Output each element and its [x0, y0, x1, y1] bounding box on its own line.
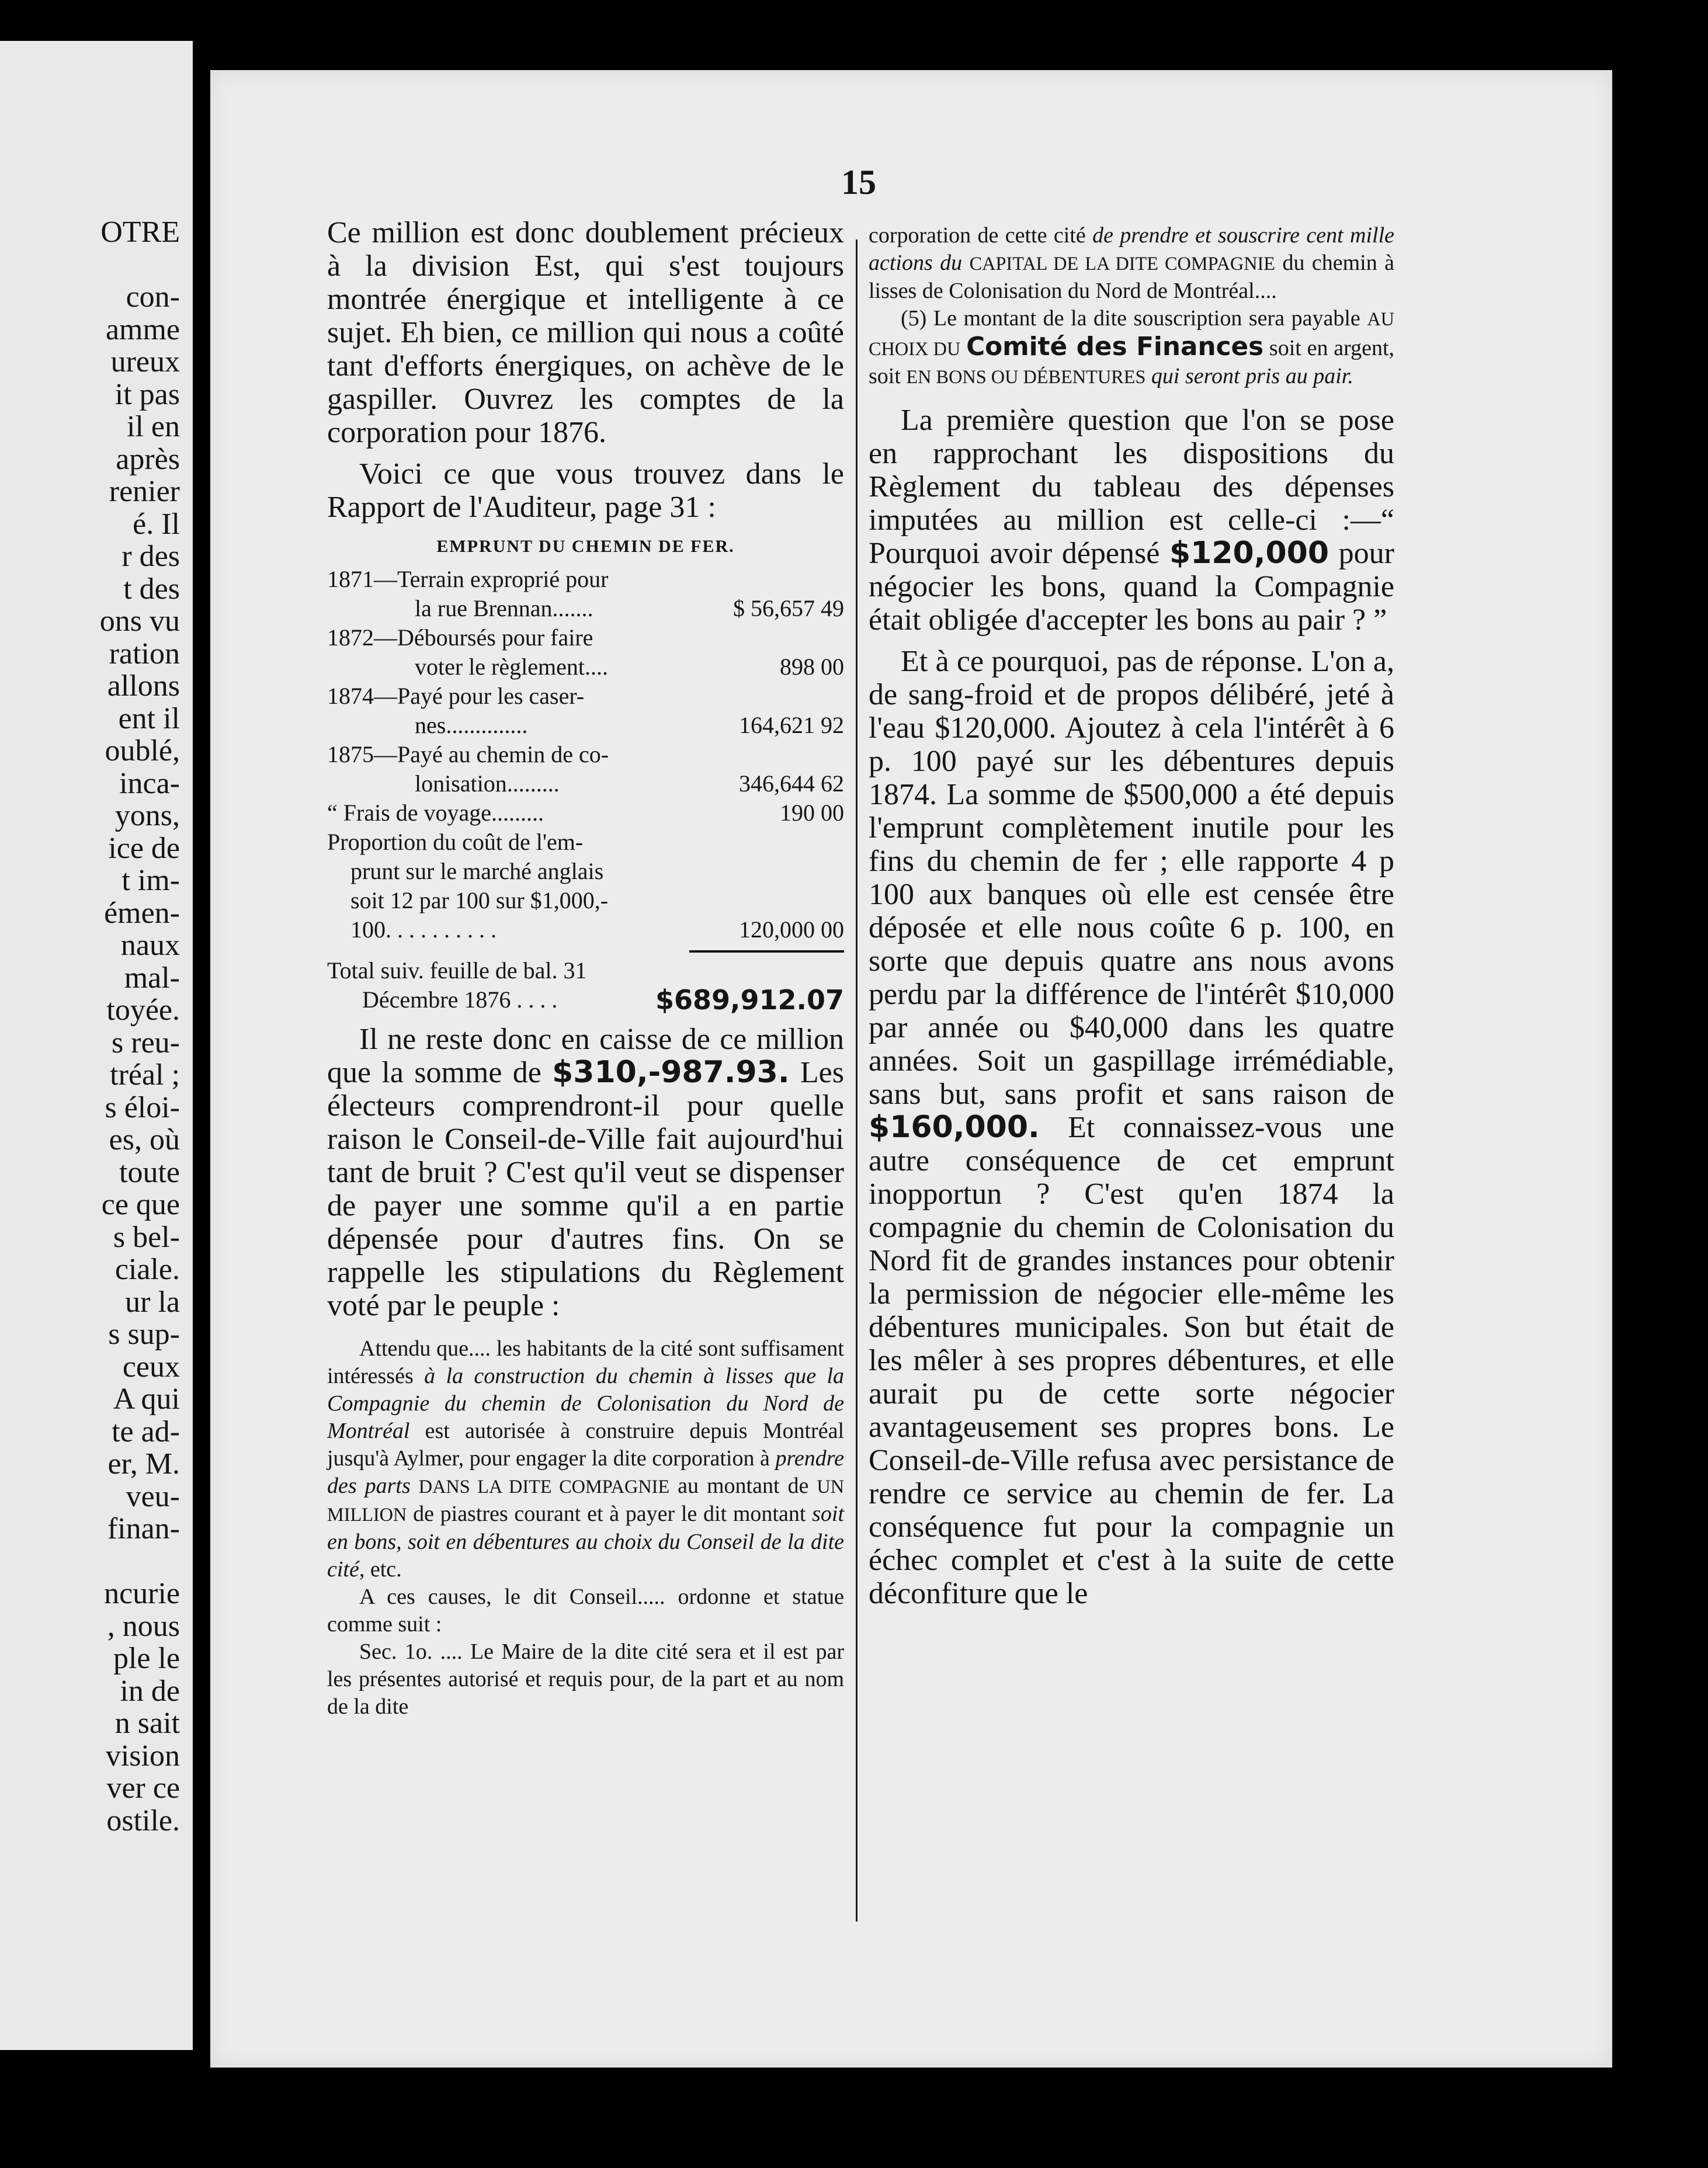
quote-section-1: Sec. 1o. .... Le Maire de la dite cité sera et il est par les présentes autorisé et requis pour, de la part et au nom de la dite	[327, 1639, 844, 1719]
left-fragment-line: ice de	[108, 831, 180, 865]
left-fragment-line: finan-	[107, 1512, 180, 1545]
left-fragment-line: toyée.	[106, 993, 180, 1027]
left-fragment-line: ple le	[113, 1642, 180, 1675]
ledger-row-proportion-1: Proportion du coût de l'em-	[327, 829, 584, 855]
left-fragment-line: mal-	[124, 961, 180, 995]
ledger-row: 1874—Payé pour les caser-	[327, 683, 585, 709]
left-fragment-line: é. Il	[133, 507, 180, 541]
left-fragment-line: ciale.	[114, 1253, 180, 1286]
bold-committee-name: Comité des Finances	[966, 332, 1264, 362]
quote-ordonne: A ces causes, le dit Conseil..... ordonne et statue comme suit :	[327, 1585, 844, 1637]
ledger-row-proportion-4: 100. . . . . . . . . . 120,000 00	[327, 915, 844, 944]
left-fragment-line: er, M.	[107, 1447, 180, 1481]
left-fragment-line	[5, 1545, 180, 1578]
left-fragment-line: ent il	[118, 701, 180, 735]
left-fragment-line: s reu-	[112, 1026, 180, 1059]
left-fragment-line: r des	[121, 540, 180, 573]
paragraph-4: La première question que l'on se pose en rapprochant les dispositions du Règlement du tableau des dépenses imputées au million est celle-ci :—“ Pourquoi avoir dépensé $120,000 pour négocier les bons, quand la Compagnie était obligée d'accepter les bons au pair ? ”	[869, 404, 1394, 637]
ledger-amount: 346,644 62	[739, 770, 844, 797]
left-fragment-line: OTRE	[100, 216, 180, 249]
ledger-total-label-1: Total suiv. feuille de bal. 31	[327, 957, 587, 984]
ledger-table	[327, 565, 844, 1014]
quote-attendu: Attendu que.... les habitants de la cité sont suffisament intéressés à la construction du chemin à lisses que la Compagnie du chemin de Colonisation du Nord de Montréal est autorisée à construire depuis Montréal jusqu'à Aylmer, pour engager la dite corporation à prendre des parts DANS LA DITE COMPAGNIE au montant de UN MILLION de piastres courant et à payer le dit montant soit en bons, soit en débentures au choix du Conseil de la dite cité, etc.	[327, 1336, 845, 1582]
left-page-fragment	[0, 41, 193, 2050]
left-fragment-line: naux	[120, 929, 180, 962]
quote-continuation: corporation de cette cité de prendre et souscrire cent mille actions du CAPITAL DE LA DITE COMPAGNIE du chemin à lisses de Colonisation du Nord de Montréal....	[869, 223, 1395, 303]
left-column	[327, 216, 844, 1721]
left-fragment-line: it pas	[114, 377, 180, 411]
ledger-row: nes.............. 164,621 92	[327, 711, 844, 740]
ledger-row: 1872—Déboursés pour faire	[327, 624, 593, 651]
column-divider	[856, 239, 858, 1922]
left-fragment-line: A qui	[113, 1382, 180, 1416]
left-fragment-line: , nous	[107, 1609, 180, 1643]
money-amount: $160,000.	[869, 1110, 1040, 1145]
left-fragment-line: ceux	[122, 1350, 180, 1384]
ledger-amount: 164,621 92	[739, 712, 844, 738]
paragraph-5: Et à ce pourquoi, pas de réponse. L'on a, de sang-froid et de propos délibéré, jeté à l'eau $120,000. Ajoutez à cela l'intérêt à 6 p. 100 payé sur les débentures depuis 1874. La somme de $500,000 a été depuis l'emprunt complètement inutile pour les fins du chemin de fer ; elle rapporte 4 p 100 aux banques où elle est censée être déposée et elle nous coûte 6 p. 100, en sorte que depuis quatre ans nous avons perdu par la différence de l'intérêt $10,000 par année ou $40,000 dans les quatre années. Soit un gaspillage irrémédiable, sans but, sans profit et sans raison de $160,000. Et connaissez-vous une autre conséquence de cet emprunt inopportun ? C'est qu'en 1874 la compagnie du chemin de Colonisation du Nord fit de grandes instances pour obtenir la permission de négocier elle-même les débentures municipales. Son but était de les mêler à ses propres débentures, et elle aurait pu de cette sorte négocier avantageusement ses propres bons. Le Conseil-de-Ville refusa avec persistance de rendre ce service au chemin de fer. La conséquence fut pour la compagnie un échec complet et c'est à la suite de cette déconfiture que le	[869, 645, 1394, 1610]
ledger-amount: $ 56,657 49	[733, 595, 844, 621]
left-fragment-line: s éloi-	[105, 1090, 180, 1124]
left-fragment-line: allons	[107, 669, 180, 703]
quote-section-5: (5) Le montant de la dite souscription sera payable AU CHOIX DU Comité des Finances soit en argent, soit EN BONS OU DÉBENTURES qui seront pris au pair.	[869, 306, 1395, 388]
ledger-row: lonisation......... 346,644 62	[327, 769, 844, 798]
left-page-text	[5, 216, 180, 1837]
left-fragment-line: te ad-	[112, 1415, 180, 1448]
ledger-total-value: $689,912.07	[655, 984, 844, 1016]
ledger-row: 1871—Terrain exproprié pour	[327, 566, 609, 592]
left-fragment-line: émen-	[104, 896, 180, 930]
left-fragment-line: ureux	[110, 345, 180, 378]
left-fragment-line: n sait	[114, 1707, 180, 1740]
ledger-heading: EMPRUNT DU CHEMIN DE FER.	[436, 537, 735, 556]
ledger-row: 1875—Payé au chemin de co-	[327, 741, 609, 767]
money-amount: $310,-987.93.	[552, 1055, 790, 1090]
left-fragment-line: yons,	[114, 799, 180, 832]
left-fragment-line: oublé,	[105, 734, 180, 767]
left-fragment-line: s bel-	[113, 1220, 180, 1254]
left-fragment-line: con-	[126, 280, 180, 314]
paragraph-1: Ce million est donc doublement précieux à la division Est, qui s'est toujours montrée énergique et intelligente à ce sujet. Eh bien, ce million qui nous a coûté tant d'efforts énergiques, on achève de le gaspiller. Ouvrez les comptes de la corporation pour 1876.	[327, 216, 844, 449]
ledger-row: voter le règlement.... 898 00	[327, 652, 844, 682]
left-fragment-line: amme	[105, 312, 180, 346]
left-fragment-line: ur la	[125, 1285, 180, 1319]
ledger-total-rule	[689, 950, 844, 953]
paragraph-3: Il ne reste donc en caisse de ce million que la somme de $310,-987.93. Les électeurs comprendront-il pour quelle raison le Conseil-de-Ville fait aujourd'hui tant de bruit ? C'est qu'il veut se dispenser de payer une somme qu'il a en partie dépensée pour d'autres fins. On se rappelle les stipulations du Règlement voté par le peuple :	[327, 1023, 845, 1322]
ledger-amount: 190 00	[780, 800, 844, 826]
ledger-row: “ Frais de voyage......... 190 00	[327, 798, 844, 828]
left-fragment-line: t im-	[121, 864, 180, 897]
left-fragment-line: t des	[123, 572, 180, 606]
left-fragment-line: tréal ;	[110, 1058, 180, 1092]
ledger-row-proportion-3: soit 12 par 100 sur $1,000,-	[350, 887, 609, 913]
left-fragment-line: toute	[119, 1155, 180, 1189]
left-fragment-line: ostile.	[106, 1804, 180, 1837]
left-fragment-line	[5, 249, 180, 282]
ledger-amount: 120,000 00	[739, 916, 844, 943]
ledger-row-proportion-2: prunt sur le marché anglais	[350, 858, 604, 884]
left-fragment-line: il en	[127, 410, 180, 443]
left-fragment-line: ver ce	[106, 1771, 180, 1805]
right-column	[869, 222, 1394, 1610]
left-fragment-line: ncurie	[104, 1577, 180, 1610]
left-fragment-line: in de	[120, 1674, 180, 1708]
ledger-amount: 898 00	[780, 654, 844, 680]
left-fragment-line: es, où	[109, 1123, 180, 1156]
left-fragment-line: ce que	[101, 1188, 180, 1221]
paragraph-2: Voici ce que vous trouvez dans le Rapport de l'Auditeur, page 31 :	[327, 457, 844, 524]
money-amount: $120,000	[1169, 536, 1329, 571]
left-fragment-line: s sup-	[108, 1318, 180, 1351]
left-fragment-line: vision	[105, 1739, 180, 1773]
left-fragment-line: renier	[109, 475, 180, 508]
left-fragment-line: ons vu	[99, 604, 180, 638]
left-fragment-line: après	[116, 442, 180, 476]
left-fragment-line: inca-	[119, 766, 180, 800]
ledger-total-row: Décembre 1876 . . . . $689,912.07	[362, 984, 844, 1016]
page-number: 15	[841, 163, 876, 201]
ledger-row: la rue Brennan....... $ 56,657 49	[327, 594, 844, 623]
left-fragment-line: ration	[109, 637, 180, 670]
left-fragment-line: veu-	[126, 1479, 180, 1513]
